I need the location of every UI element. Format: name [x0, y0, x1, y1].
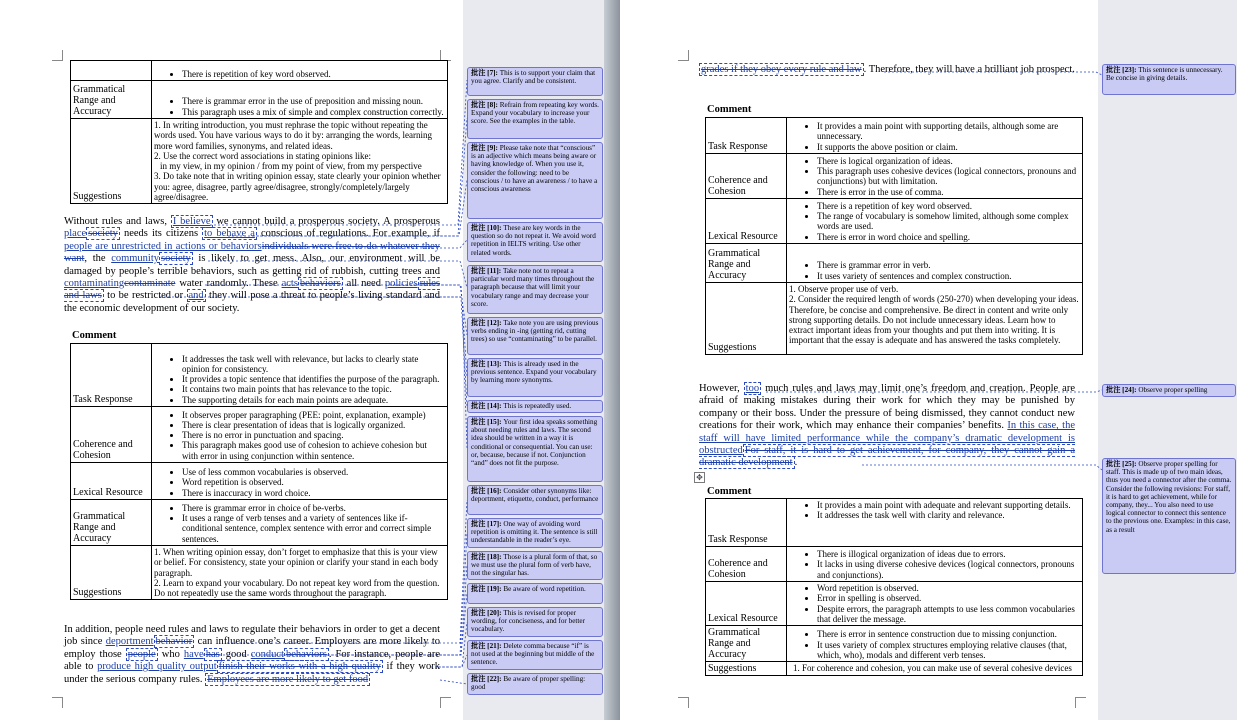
- tracked-insertion[interactable]: contaminating: [64, 278, 125, 290]
- comment-balloon[interactable]: 批注 [13]: This is already used in the previous sentence. Expand your vocabulary by learning more synonyms.: [467, 358, 603, 397]
- comment-balloon[interactable]: 批注 [22]: Be aware of proper spelling: good: [467, 673, 603, 695]
- comment-balloon[interactable]: 批注 [16]: Consider other synonyms like: deportment, etiquette, conduct, performance: [467, 485, 603, 515]
- tracked-insertion[interactable]: too: [745, 383, 760, 394]
- rubric-item: • It addresses the task well with clarity and relevance.: [817, 510, 1080, 520]
- suggestions-cell: 1. When writing opinion essay, don’t forget to emphasize that this is your view or belief. For consistency, state your opinion or clarify your stand in each body paragraph. 2. Learn to expand your vocabulary. Do not repeat key word from the question. Do not repeatedly use the same words throughout the paragraph.: [152, 546, 448, 600]
- comment-tag: 批注 [16]:: [471, 487, 502, 495]
- tracked-insertion[interactable]: deportment: [105, 636, 154, 648]
- tracked-deletion[interactable]: society: [88, 228, 118, 240]
- comment-tag: 批注 [23]:: [1106, 66, 1137, 74]
- essay-paragraph[interactable]: In addition, people need rules and laws to regulate their behaviors in order to get a decent job since deportment behavior can influence one’s career. Employers are more likely to employ those people who have has good conduct behaviors . For instance, people are able to produce high quality output finish their works with a high quality if they work under the serious company rules. Employees are more likely to get food: [64, 624, 441, 685]
- tracked-deletion[interactable]: rules and laws: [64, 278, 440, 302]
- tracked-insertion[interactable]: and: [188, 290, 204, 302]
- tracked-insertion[interactable]: produce high quality output: [97, 661, 217, 673]
- rubric-item: • Word repetition is observed.: [182, 477, 445, 487]
- comment-heading: Comment: [707, 486, 752, 497]
- rubric-item: • There is grammar error in the use of preposition and missing noun.: [182, 96, 445, 106]
- rubric-item: • It uses variety of sentences and complex construction.: [817, 271, 1080, 281]
- rubric-label: Lexical Resource: [706, 199, 787, 244]
- comment-balloon[interactable]: 批注 [17]: One way of avoiding word repetition is omitting it. The sentence is still understandable in the reader’s eye.: [467, 518, 603, 548]
- rubric-item: • It provides a topic sentence that identifies the purpose of the paragraph.: [182, 374, 445, 384]
- rubric-item: • It lacks in using diverse cohesive devices (logical connectors, pronouns and conjunctions).: [817, 559, 1080, 580]
- rubric-item: • It contains two main points that has relevance to the topic.: [182, 384, 445, 394]
- tracked-deletion[interactable]: people: [127, 648, 156, 660]
- comment-tag: 批注 [8]:: [471, 101, 498, 109]
- rubric-label: Lexical Resource: [71, 463, 152, 500]
- table-move-handle-icon[interactable]: ✥: [694, 472, 705, 483]
- rubric-label: Coherence and Cohesion: [706, 154, 787, 199]
- comment-balloon[interactable]: 批注 [21]: Delete comma because “if” is not used at the beginning but middle of the sentence.: [467, 640, 603, 670]
- rubric-item: • Use of less common vocabularies is observed.: [182, 467, 445, 477]
- rubric-item: • There is grammar error in verb.: [817, 260, 1080, 270]
- rubric-label: Suggestions: [706, 662, 787, 676]
- comment-tag: 批注 [11]:: [471, 267, 502, 275]
- rubric-item: • The supporting details for each main points are adequate.: [182, 395, 445, 405]
- rubric-item: • The range of vocabulary is somehow limited, although some complex words are used.: [817, 211, 1080, 232]
- crop-mark: [678, 50, 689, 61]
- rubric-label: [71, 61, 152, 81]
- comment-balloon[interactable]: 批注 [19]: Be aware of word repetition.: [467, 583, 603, 604]
- rubric-label: Coherence and Cohesion: [706, 547, 787, 582]
- tracked-deletion[interactable]: behaviors: [299, 278, 341, 290]
- comment-balloon[interactable]: 批注 [18]: Those is a plural form of that, so we must use the plural form of verb have, not the singular has.: [467, 551, 603, 580]
- rubric-item: • Word repetition is observed.: [817, 583, 1080, 593]
- comment-tag: 批注 [10]:: [471, 224, 502, 232]
- comment-balloon[interactable]: 批注 [14]: This is repeatedly used.: [467, 400, 603, 413]
- rubric-label: Grammatical Range and Accuracy: [706, 244, 787, 283]
- tracked-deletion[interactable]: finish their works with a high quality: [218, 661, 381, 673]
- comment-balloon[interactable]: 批注 [23]: This sentence is unnecessary. Be concise in giving details.: [1102, 64, 1236, 95]
- tracked-deletion[interactable]: behavior: [155, 636, 193, 648]
- tracked-deletion[interactable]: has: [205, 648, 220, 660]
- rubric-item: • It provides a main point with adequate and relevant supporting details.: [817, 500, 1080, 510]
- page-gap: [604, 0, 620, 720]
- rubric-item: • There is no error in punctuation and spacing.: [182, 430, 445, 440]
- tracked-insertion[interactable]: In this case, the staff will have limited performance while the company’s dramatic development is obstructed: [699, 420, 1075, 457]
- comment-tag: 批注 [17]:: [471, 520, 502, 528]
- rubric-item: • It uses a range of verb tenses and a variety of sentences like if-conditional sentence, complex sentence with error and correct simple sentences.: [182, 513, 445, 544]
- comment-balloon[interactable]: 批注 [8]: Refrain from repeating key words. Expand your vocabulary to increase your score. See the examples in the table.: [467, 99, 603, 139]
- comment-balloon[interactable]: 批注 [15]: Your first idea speaks something about needing rules and laws. The second idea should be written in a way it is conditional or consequential. You can use: or, because, because if not. Conjunction “and” does not fit the purpose.: [467, 416, 603, 482]
- rubric-label: Grammatical Range and Accuracy: [706, 626, 787, 662]
- rubric-item: • It supports the above position or claim.: [817, 142, 1080, 152]
- comment-balloon[interactable]: 批注 [7]: This is to support your claim that you agree. Clarify and be consistent.: [467, 67, 603, 96]
- crop-mark: [52, 50, 63, 61]
- rubric-item: • Despite errors, the paragraph attempts to use less common vocabularies that deliver the message.: [817, 604, 1080, 625]
- comment-balloon[interactable]: 批注 [10]: These are key words in the question so do not repeat it. We avoid word repetition in IELTS writing. Use other related words.: [467, 222, 603, 262]
- rubric-item: • It observes proper paragraphing (PEE: point, explanation, example): [182, 410, 445, 420]
- tracked-deletion[interactable]: grades if they obey every rule and law: [701, 64, 862, 75]
- comment-tag: 批注 [24]:: [1106, 386, 1137, 394]
- rubric-item: • There is clear presentation of ideas that is logically organized.: [182, 420, 445, 430]
- rubric-label: Grammatical Range and Accuracy: [71, 81, 152, 119]
- comment-tag: 批注 [21]:: [471, 642, 502, 650]
- comment-tag: 批注 [7]:: [471, 69, 498, 77]
- comment-balloon[interactable]: 批注 [24]: Observe proper spelling: [1102, 384, 1236, 397]
- tracked-deletion[interactable]: For staff, it is hard to get achievement, for company, they cannot gain a dramatic development: [699, 445, 1075, 469]
- rubric-label: Task Response: [706, 118, 787, 154]
- rubric-item: • There is error in the use of comma.: [817, 187, 1080, 197]
- tracked-insertion[interactable]: place: [64, 228, 87, 240]
- comment-tag: 批注 [18]:: [471, 553, 502, 561]
- rubric-label: Grammatical Range and Accuracy: [71, 500, 152, 546]
- rubric-table: [705, 498, 1083, 676]
- rubric-item: • There is a repetition of key word observed.: [817, 201, 1080, 211]
- comment-margin-right: [1098, 0, 1237, 720]
- tracked-deletion[interactable]: individuals were free to do whatever they want: [64, 240, 441, 265]
- comment-tag: 批注 [13]:: [471, 360, 502, 368]
- suggestions-cell: 1. In writing introduction, you must rephrase the topic without repeating the words used. You have various ways to do it by: arranging the words, learning more word families, synonyms, and related ideas. 2. Use the correct word associations in stating opinions like: in my view, in my opinion / from my point of view, from my perspective 3. Do take note that in writing opinion essay, state clearly your opinion whether you: agree, disagree, partly agree/disagree, strongly/completely/largely agree/disagree.: [152, 119, 448, 204]
- rubric-item: • There is illogical organization of ideas due to errors.: [817, 549, 1080, 559]
- comment-balloon[interactable]: 批注 [25]: Observe proper spelling for staff. This is made up of two main ideas, thus you need a connector after the comma. Consider the following revisions: For staff, it is hard to get achievement, while for company, they... You also need to use logical connector to connect this sentence to the previous one. Examples: in this case, as a result: [1102, 458, 1236, 574]
- tracked-insertion[interactable]: I believe: [172, 216, 211, 227]
- rubric-item: • There is inaccuracy in word choice.: [182, 488, 445, 498]
- rubric-table: [70, 60, 448, 204]
- tracked-deletion[interactable]: contaminate: [124, 278, 176, 290]
- crop-mark: [52, 697, 63, 708]
- tracked-insertion[interactable]: community: [111, 253, 160, 265]
- rubric-label: Suggestions: [71, 119, 152, 204]
- crop-mark: [440, 697, 451, 708]
- tracked-insertion[interactable]: conduct: [250, 648, 284, 660]
- comment-heading: Comment: [72, 330, 117, 341]
- tracked-insertion[interactable]: acts: [281, 278, 298, 290]
- crop-mark: [678, 697, 689, 708]
- comment-tag: 批注 [19]:: [471, 585, 502, 593]
- comment-tag: 批注 [25]:: [1106, 460, 1137, 468]
- rubric-label: Task Response: [706, 499, 787, 547]
- tracked-deletion[interactable]: society: [161, 253, 191, 265]
- comment-tag: 批注 [14]:: [471, 402, 502, 410]
- tracked-deletion[interactable]: Employees are more likely to get food: [207, 673, 369, 685]
- suggestions-cell: 1. For coherence and cohesion, you can make use of several cohesive devices: [787, 662, 1083, 676]
- comment-tag: 批注 [12]:: [471, 319, 502, 327]
- rubric-item: • There is repetition of key word observed.: [182, 69, 445, 79]
- rubric-table: [705, 117, 1083, 355]
- rubric-item: • This paragraph uses cohesive devices (logical connectors, pronouns and conjunctions) but with limitation.: [817, 166, 1080, 187]
- document-page-left: [0, 0, 604, 720]
- comment-tag: 批注 [9]:: [471, 144, 498, 152]
- comment-heading: Comment: [707, 104, 752, 115]
- rubric-item: • This paragraph uses a mix of simple and complex construction correctly.: [182, 107, 445, 117]
- tracked-deletion[interactable]: behaviors: [286, 648, 327, 660]
- essay-paragraph[interactable]: However, too much rules and laws may limit one’s freedom and creation. People are afraid of making mistakes during their work for which they may be punished by company or their boss. Under the pressure of being dismissed, they cannot conduct new creations for their work, which may enhance their companies’ benefits. In this case, the staff will have limited performance while the company’s dramatic development is obstructed For staff, it is hard to get achievement, for company, they cannot gain a dramatic development .: [699, 383, 1076, 469]
- comment-tag: 批注 [15]:: [471, 418, 502, 426]
- essay-paragraph[interactable]: grades if they obey every rule and law . Therefore, they will have a brilliant job prospect.: [701, 64, 1075, 75]
- crop-mark: [1075, 697, 1086, 708]
- rubric-label: Coherence and Cohesion: [71, 407, 152, 463]
- rubric-item: • It uses variety of complex structures employing relative clauses (that, which, who), modals and different verb tenses.: [817, 640, 1080, 661]
- rubric-item: • It addresses the task well with relevance, but lacks to clearly state opinion for consistency.: [182, 354, 445, 375]
- rubric-item: • This paragraph makes good use of cohesion to achieve cohesion but with error in using conjunction within sentence.: [182, 440, 445, 461]
- rubric-label: Suggestions: [706, 283, 787, 355]
- comment-balloon[interactable]: 批注 [9]: Please take note that “conscious” is an adjective which means being aware or having knowledge of. When you use it, consider the following: need to be conscious / to have an awareness / to have a conscious awareness: [467, 142, 603, 219]
- suggestions-cell: 1. Observe proper use of verb. 2. Consider the required length of words (250-270) when developing your ideas. Therefore, be concise and comprehensive. Be direct in content and write only strong supporting details. Do not include unnecessary ideas. Learn how to extract important ideas from your thoughts and put them into writing. It is important that the essay is adequate and has answered the tasks completely.: [787, 283, 1083, 355]
- rubric-label: Task Response: [71, 344, 152, 407]
- essay-paragraph[interactable]: Without rules and laws, I believe we cannot build a prosperous society. A prosperous place society needs its citizens to behave a conscious of regulations. For example, if people are unrestricted in actions or behaviorsindividuals were free to do whatever they want, the community society is likely to get mess. Also, our environment will be damaged by people’s terrible behaviors, such as getting rid of rubbish, cutting trees and contaminatingcontaminate water randomly. These acts behaviors all need policies rules and laws to be restricted or and they will pose a threat to people’s living standard and the economic development of our society.: [64, 216, 441, 314]
- rubric-item: • Error in spelling is observed.: [817, 593, 1080, 603]
- rubric-label: Suggestions: [71, 546, 152, 600]
- rubric-item: • It provides a main point with supporting details, although some are unnecessary.: [817, 121, 1080, 142]
- tracked-insertion[interactable]: have: [183, 648, 204, 660]
- rubric-label: Lexical Resource: [706, 582, 787, 626]
- tracked-insertion[interactable]: to behave a: [204, 228, 255, 240]
- comment-tag: 批注 [20]:: [471, 609, 502, 617]
- rubric-table: [70, 343, 448, 600]
- rubric-item: • There is error in word choice and spelling.: [817, 232, 1080, 242]
- comment-balloon[interactable]: 批注 [12]: Take note you are using previous verbs ending in -ing (getting rid, cutting trees) so use “contaminating” to be parallel.: [467, 317, 603, 355]
- rubric-item: • There is error in sentence construction due to missing conjunction.: [817, 629, 1080, 639]
- document-page-right: [620, 0, 1237, 720]
- rubric-item: • There is grammar error in choice of be-verbs.: [182, 503, 445, 513]
- rubric-item: • There is logical organization of ideas.: [817, 156, 1080, 166]
- comment-balloon[interactable]: 批注 [11]: Take note not to repeat a particular word many times throughout the paragraph because that will limit your vocabulary range and may decrease your score.: [467, 265, 603, 314]
- comment-balloon[interactable]: 批注 [20]: This is revised for proper wording, for conciseness, and for better vocabulary.: [467, 607, 603, 637]
- tracked-insertion[interactable]: policies: [384, 278, 418, 290]
- tracked-insertion[interactable]: people are unrestricted in actions or behaviors: [64, 240, 262, 252]
- comment-tag: 批注 [22]:: [471, 675, 502, 683]
